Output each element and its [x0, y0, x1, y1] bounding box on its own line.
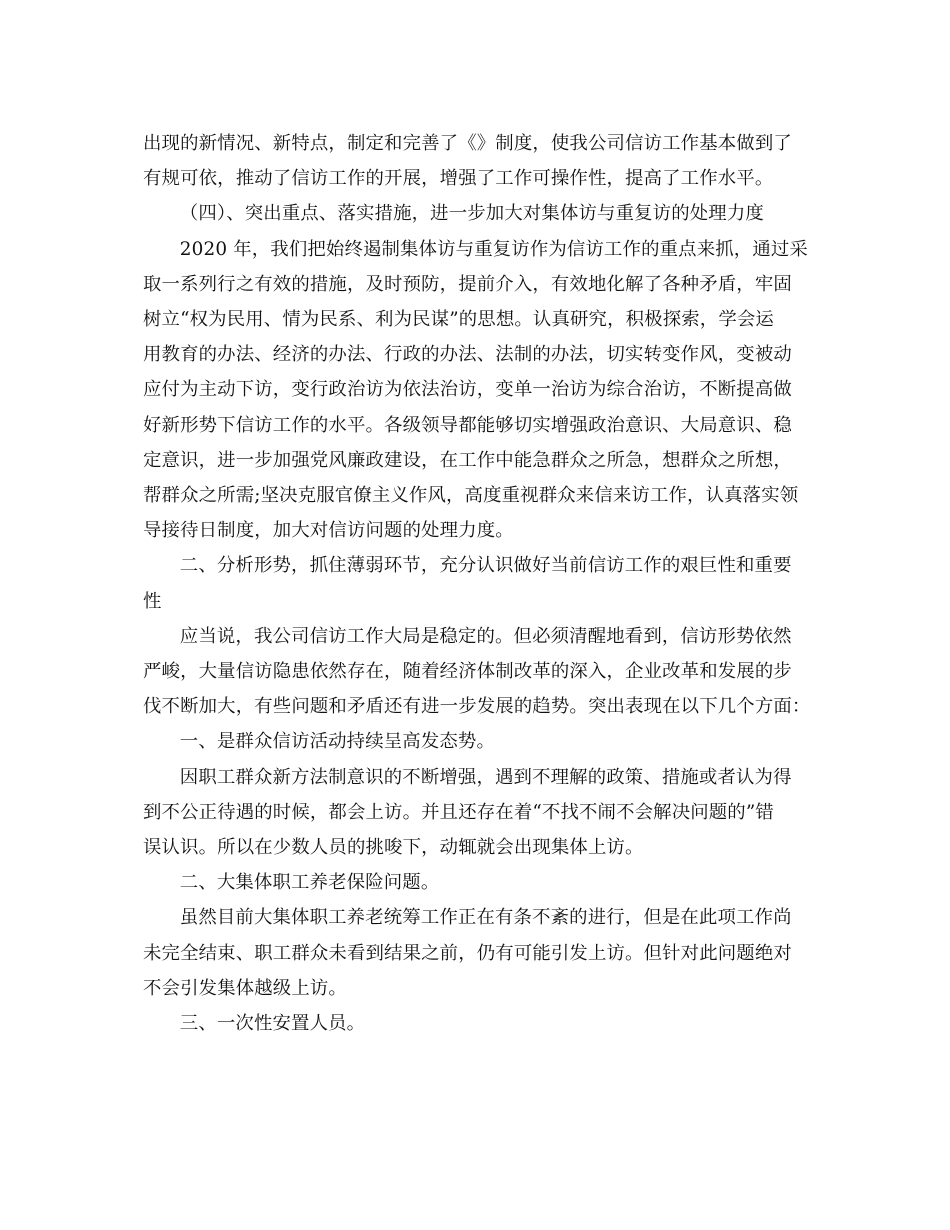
- paragraph-item-2: [143, 865, 803, 900]
- text-line: 帮群众之所需;坚决克服官僚主义作风，高度重视群众来信来访工作，认真落实领: [143, 485, 799, 507]
- text-line: 一、是群众信访活动持续呈高发态势。: [179, 731, 495, 753]
- text-line: 树立“权为民用、情为民系、利为民谋”的思想。认真研究，积极探索，学会运: [143, 309, 774, 331]
- paragraph-heading-4: [143, 196, 803, 231]
- text-line: 不会引发集体越级上访。: [143, 977, 347, 999]
- text-line: 虽然目前大集体职工养老统筹工作正在有条不紊的进行，但是在此项工作尚: [179, 907, 792, 929]
- text-line: 伐不断加大，有些问题和矛盾还有进一步发展的趋势。突出表现在以下几个方面：: [143, 696, 811, 718]
- text-line: 用教育的办法、经济的办法、行政的办法、法制的办法，切实转变作风，变被动: [143, 344, 792, 366]
- text-line: 未完全结束、职工群众未看到结果之前，仍有可能引发上访。但针对此问题绝对: [143, 942, 792, 964]
- text-line: 有规可依，推动了信访工作的开展，增强了工作可操作性，提高了工作水平。: [143, 168, 774, 190]
- text-line: 严峻，大量信访隐患依然存在，随着经济体制改革的深入，企业改革和发展的步: [143, 661, 792, 683]
- text-line: （四）、突出重点、落实措施，进一步加大对集体访与重复访的处理力度: [179, 203, 764, 225]
- text-line: 好新形势下信访工作的水平。各级领导都能够切实增强政治意识、大局意识、稳: [143, 414, 792, 436]
- text-line: 定意识，进一步加强党风廉政建设，在工作中能急群众之所急，想群众之所想，: [143, 449, 792, 471]
- paragraph-3: [143, 232, 808, 549]
- text-line: 到不公正待遇的时候，都会上访。并且还存在着“不找不闹不会解决问题的”错: [143, 801, 774, 823]
- paragraph-5: [143, 619, 811, 725]
- text-line: 二、分析形势，抓住薄弱环节，充分认识做好当前信访工作的艰巨性和重要: [179, 555, 792, 577]
- text-line: 误认识。所以在少数人员的挑唆下，动辄就会出现集体上访。: [143, 837, 644, 859]
- text-line: 导接待日制度，加大对信访问题的处理力度。: [143, 520, 514, 542]
- text-line: 应当说，我公司信访工作大局是稳定的。但必须清醒地看到，信访形势依然: [179, 625, 792, 647]
- text-line: 因职工群众新方法制意识的不断增强，遇到不理解的政策、措施或者认为得: [179, 766, 792, 788]
- paragraph-9: [143, 900, 803, 1006]
- text-line: 二、大集体职工养老保险问题。: [179, 872, 440, 894]
- text-line: 取一系列行之有效的措施，及时预防，提前介入，有效地化解了各种矛盾，牢固: [143, 273, 792, 295]
- text-line: 三、一次性安置人员。: [179, 1013, 366, 1035]
- paragraph-item-3: [143, 1006, 803, 1041]
- text-line: 应付为主动下访，变行政治访为依法治访，变单一治访为综合治访，不断提高做: [143, 379, 792, 401]
- document-body: [143, 126, 811, 1041]
- text-line: 2020 年，我们把始终遏制集体访与重复访作为信访工作的重点来抓，通过采: [179, 238, 808, 260]
- paragraph-heading-2: [143, 548, 803, 618]
- paragraph-item-1: [143, 724, 803, 759]
- paragraph-1: [143, 126, 803, 196]
- paragraph-7: [143, 760, 803, 866]
- text-line: 性: [143, 590, 162, 612]
- text-line: 出现的新情况、新特点，制定和完善了《》制度，使我公司信访工作基本做到了: [143, 133, 792, 154]
